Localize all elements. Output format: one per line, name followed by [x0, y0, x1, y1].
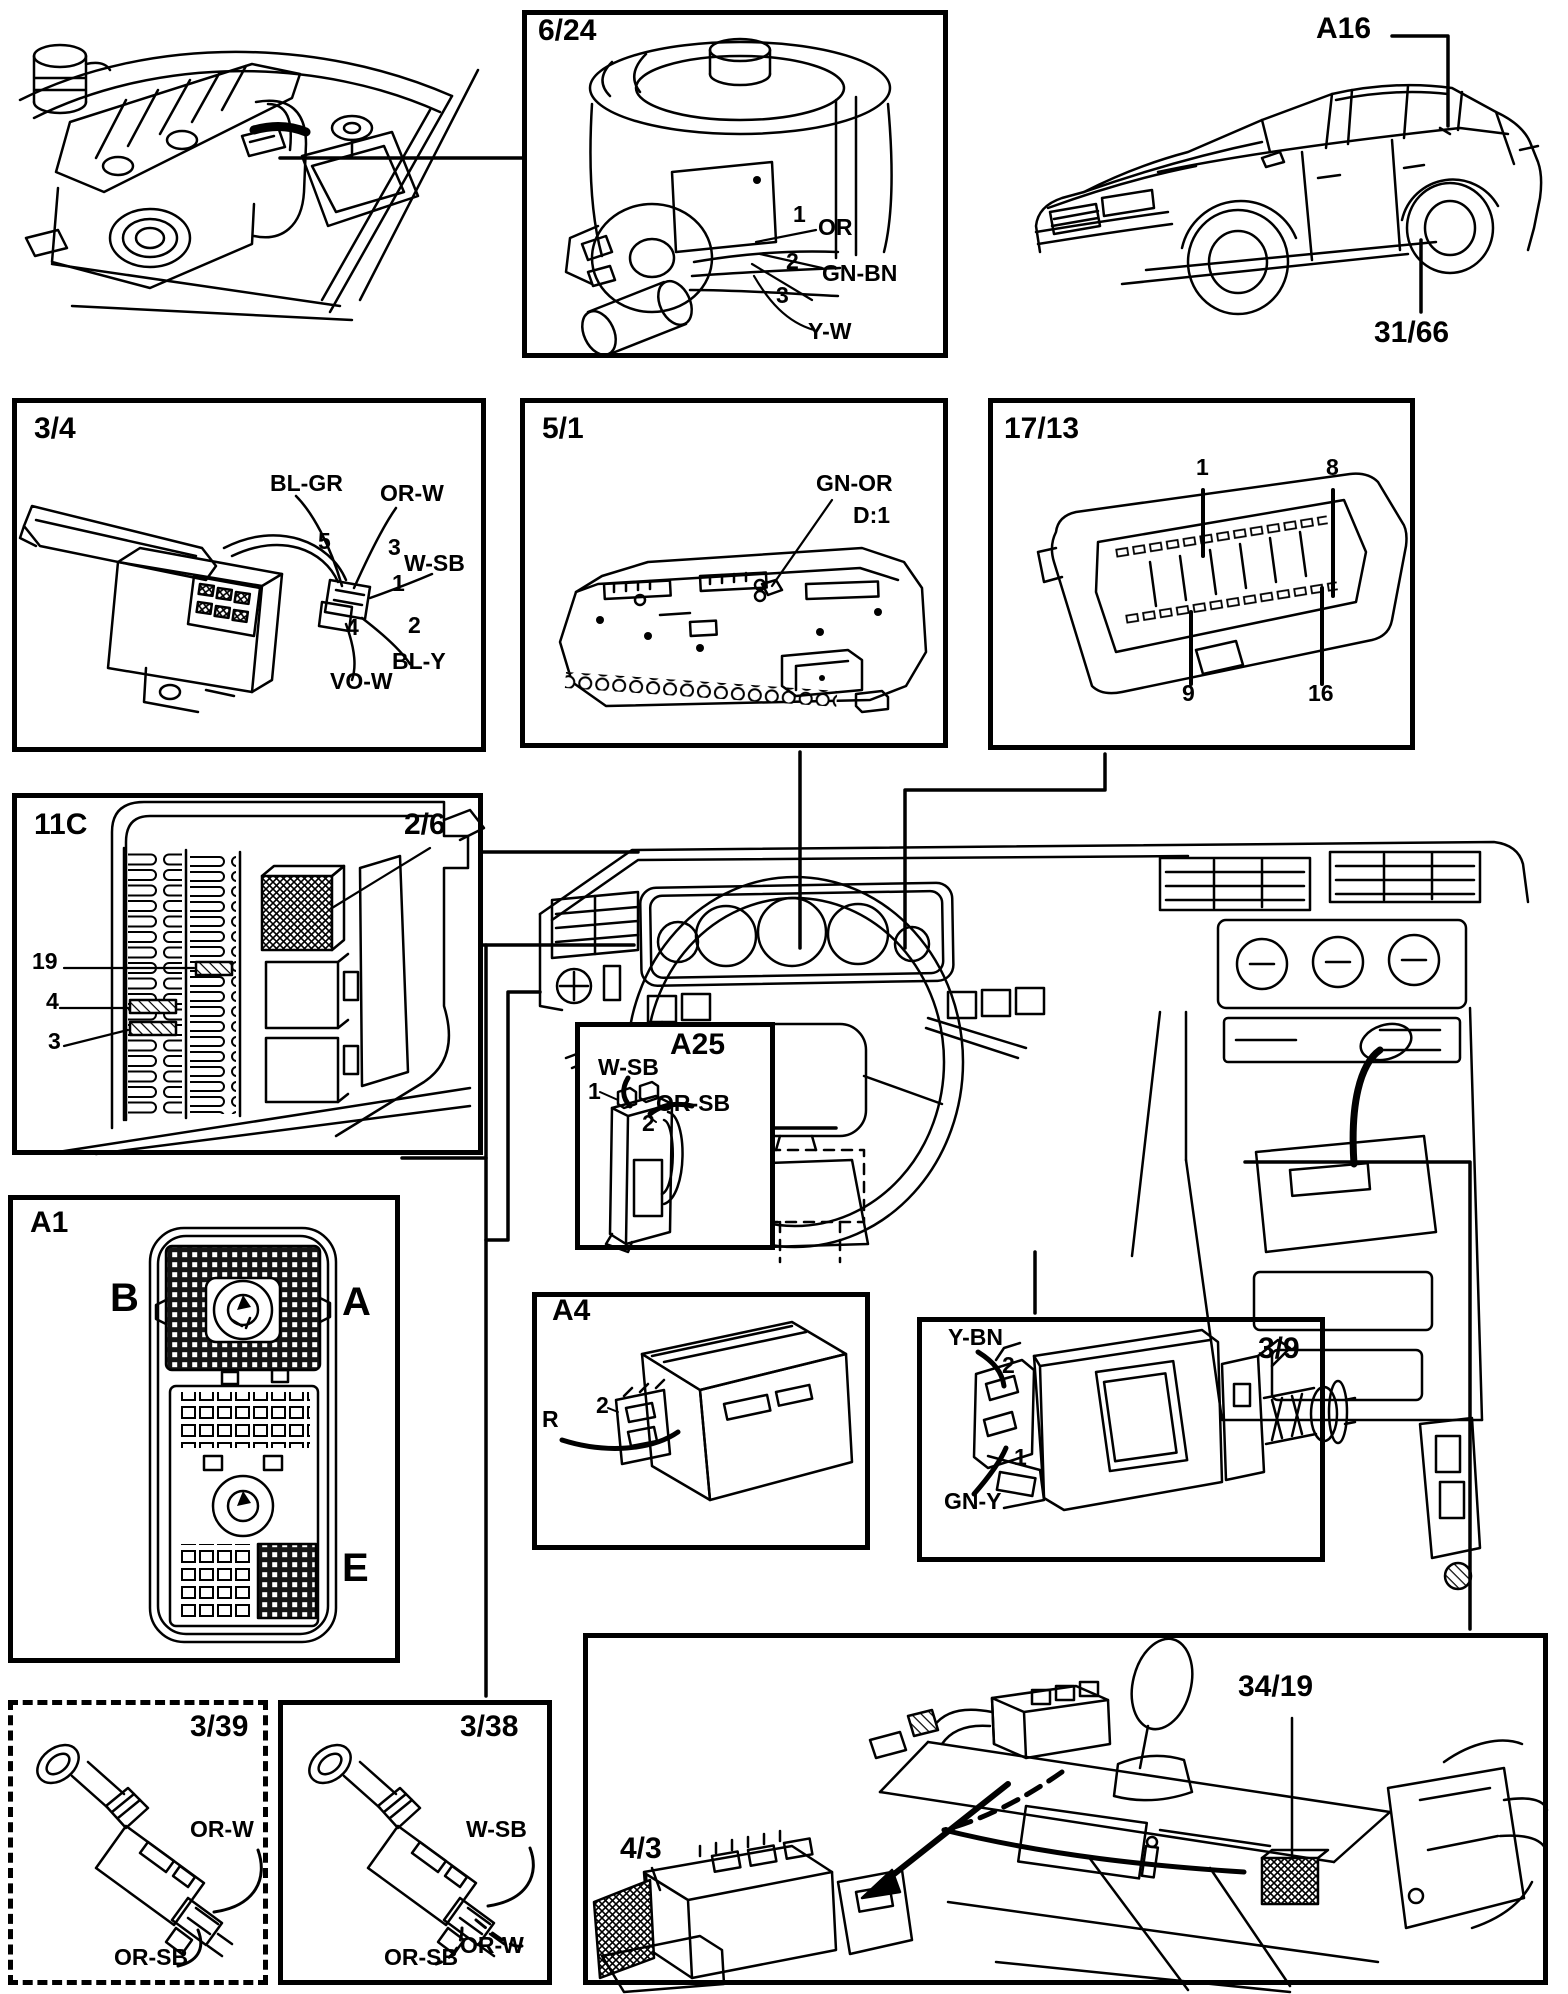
pin-number: 16 [1308, 680, 1334, 706]
pin-number: 1 [1196, 454, 1209, 480]
wire-label: OR-W [380, 480, 444, 506]
pin-number: 2 [786, 248, 799, 274]
car-code-a16: A16 [1316, 12, 1372, 45]
wire-label: OR-W [460, 1932, 524, 1958]
panel-title-17-13: 17/13 [1004, 412, 1080, 445]
pin-number: 3 [776, 282, 789, 308]
pin-number: 3 [388, 534, 401, 560]
terminal-label: D:1 [853, 502, 891, 528]
car-art [1036, 85, 1541, 314]
wire-label: GN-OR [816, 470, 893, 496]
pin-number: 4 [346, 614, 359, 640]
pin-number: 9 [1182, 680, 1195, 706]
panel-17-13 [988, 398, 1415, 750]
wire-label: GN-BN [822, 260, 898, 286]
fuse-number: 19 [32, 948, 58, 974]
component-code-4-3: 4/3 [620, 1832, 662, 1865]
pin-number: 1 [392, 570, 405, 596]
panel-11c [12, 793, 483, 1155]
wire-label: Y-BN [948, 1324, 1003, 1350]
pin-number: 2 [642, 1110, 655, 1136]
pin-number: 2 [1002, 1352, 1015, 1378]
wire-label: W-SB [466, 1816, 527, 1842]
pin-number: 1 [1014, 1444, 1027, 1470]
wire-label: BL-GR [270, 470, 343, 496]
wire-label: W-SB [598, 1054, 659, 1080]
pin-number: 1 [588, 1078, 601, 1104]
pin-number: 8 [1326, 454, 1339, 480]
panel-a1 [8, 1195, 400, 1663]
panel-title-a25: A25 [670, 1028, 726, 1061]
panel-title-a1: A1 [30, 1206, 69, 1239]
wire-label: OR-SB [114, 1944, 189, 1970]
wire-label: OR-SB [656, 1090, 731, 1116]
wire-label: Y-W [808, 318, 852, 344]
panel-title-6-24: 6/24 [538, 14, 597, 47]
fuse-number: 3 [48, 1028, 61, 1054]
wire-label: OR [818, 214, 853, 240]
fuse-number: 4 [46, 988, 59, 1014]
panel-title-3-9: 3/9 [1258, 1332, 1300, 1365]
panel-title-3-38: 3/38 [460, 1710, 519, 1743]
panel-title-5-1: 5/1 [542, 412, 584, 445]
relay-code-2-6: 2/6 [404, 808, 446, 841]
car-code-31-66: 31/66 [1374, 316, 1450, 349]
pin-number: 2 [408, 612, 421, 638]
panel-5-1 [520, 398, 948, 748]
panel-title-3-39: 3/39 [190, 1710, 249, 1743]
section-letter: B [110, 1276, 139, 1320]
wire-label: BL-Y [392, 648, 446, 674]
panel-title-11c: 11C [34, 808, 88, 841]
wire-label: OR-SB [384, 1944, 459, 1970]
panel-6-24 [522, 10, 948, 358]
wire-label: R [542, 1406, 559, 1432]
panel-title-a4: A4 [552, 1294, 591, 1327]
section-letter: A [342, 1280, 371, 1324]
panel-console [583, 1633, 1548, 1985]
pin-number: 5 [318, 528, 331, 554]
pin-number: 2 [596, 1392, 609, 1418]
connector-code-34-19: 34/19 [1238, 1670, 1314, 1703]
section-letter: E [342, 1546, 369, 1590]
wire-label: GN-Y [944, 1488, 1002, 1514]
engine-bay-art [20, 45, 478, 320]
wire-label: VO-W [330, 668, 393, 694]
wire-label: OR-W [190, 1816, 254, 1842]
pin-number: 1 [793, 201, 806, 227]
wire-label: W-SB [404, 550, 465, 576]
panel-a4 [532, 1292, 870, 1550]
panel-title-3-4: 3/4 [34, 412, 76, 445]
